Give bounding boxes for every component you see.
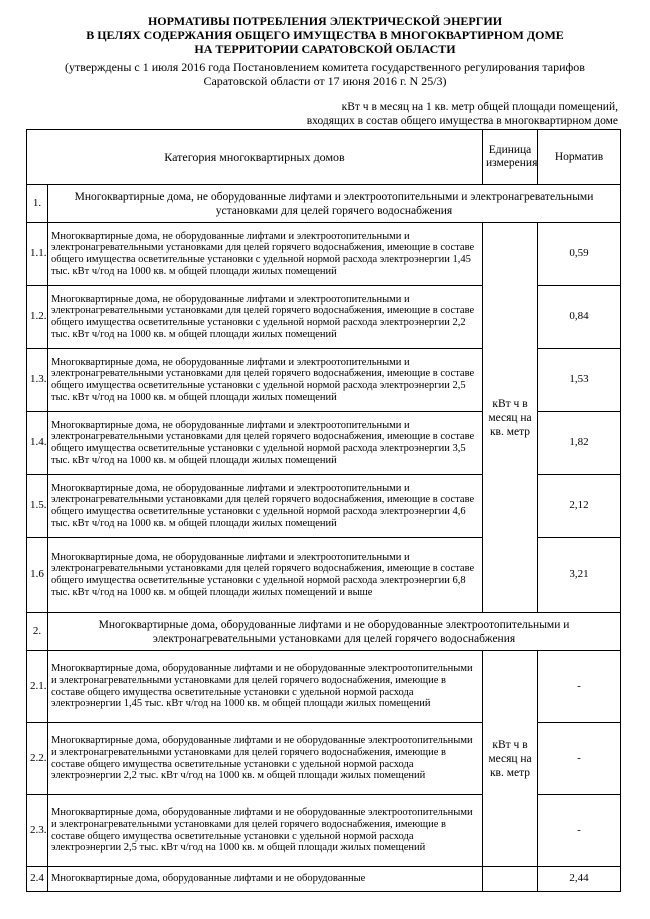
row-value: 0,59 xyxy=(538,223,621,286)
row-value: 3,21 xyxy=(538,538,621,613)
row-description: Многоквартирные дома, оборудованные лифтами и не оборудованные электроотопительными и электронагревательными установками для целей горячего водоснабжения, имеющие в составе общего имущества осветительные установки с удельной нормой расхода электроэнергии 2,2 тыс. кВт ч/год на 1000 кв. м общей площади жилых помещений xyxy=(48,723,483,795)
row-number: 1.5. xyxy=(27,475,48,538)
row-description: Многоквартирные дома, не оборудованные лифтами и электроотопительными и электронагревательными установками для целей горячего водоснабжения, имеющие в составе общего имущества осветительные установки с удельной нормой расхода электроэнергии 1,45 тыс. кВт ч/год на 1000 кв. м общей площади жилых помещений xyxy=(48,223,483,286)
column-header-unit: Единица измерения xyxy=(483,130,538,185)
row-number: 2.2. xyxy=(27,723,48,795)
document-title xyxy=(0,14,650,56)
title-line: В ЦЕЛЯХ СОДЕРЖАНИЯ ОБЩЕГО ИМУЩЕСТВА В МНОГОКВАРТИРНОМ ДОМЕ xyxy=(86,28,564,42)
section-number: 1. xyxy=(27,185,48,223)
table-header-row xyxy=(27,130,621,185)
row-number: 1.3. xyxy=(27,349,48,412)
table-row xyxy=(27,867,621,892)
section-row xyxy=(27,613,621,651)
row-unit-empty xyxy=(483,867,538,892)
table-row xyxy=(27,223,621,286)
section-row xyxy=(27,185,621,223)
row-number: 1.2. xyxy=(27,286,48,349)
section-number: 2. xyxy=(27,613,48,651)
row-number: 2.3. xyxy=(27,795,48,867)
column-header-norm: Норматив xyxy=(538,130,621,185)
row-value: 1,53 xyxy=(538,349,621,412)
row-description: Многоквартирные дома, не оборудованные лифтами и электроотопительными и электронагревательными установками для целей горячего водоснабжения, имеющие в составе общего имущества осветительные установки с удельной нормой расхода электроэнергии 2,2 тыс. кВт ч/год на 1000 кв. м общей площади жилых помещений xyxy=(48,286,483,349)
row-value: 2,12 xyxy=(538,475,621,538)
row-number: 1.1. xyxy=(27,223,48,286)
title-line: НОРМАТИВЫ ПОТРЕБЛЕНИЯ ЭЛЕКТРИЧЕСКОЙ ЭНЕРГИИ xyxy=(147,14,503,28)
section-title: Многоквартирные дома, оборудованные лифтами и не оборудованные электроотопительными и электронагревательными установками для целей горячего водоснабжения xyxy=(48,613,621,651)
row-value: - xyxy=(538,723,621,795)
norms-table xyxy=(26,129,621,892)
units-line: кВт ч в месяц на 1 кв. метр общей площади помещений, xyxy=(341,101,618,113)
row-description: Многоквартирные дома, оборудованные лифтами и не оборудованные электроотопительными и электронагревательными установками для целей горячего водоснабжения, имеющие в составе общего имущества осветительные установки с удельной нормой расхода электроэнергии 2,5 тыс. кВт ч/год на 1000 кв. м общей площади жилых помещений xyxy=(48,795,483,867)
approval-line: Саратовской области от 17 июня 2016 г. N 25/3) xyxy=(203,74,447,88)
section-title: Многоквартирные дома, не оборудованные лифтами и электроотопительными и электронагревательными установками для целей горячего водоснабжения xyxy=(48,185,621,223)
units-note xyxy=(288,100,618,128)
row-value: - xyxy=(538,651,621,723)
row-number: 1.4. xyxy=(27,412,48,475)
row-description: Многоквартирные дома, не оборудованные лифтами и электроотопительными и электронагревательными установками для целей горячего водоснабжения, имеющие в составе общего имущества осветительные установки с удельной нормой расхода электроэнергии 6,8 тыс. кВт ч/год на 1000 кв. м общей площади жилых помещений и выше xyxy=(48,538,483,613)
row-value: 2,44 xyxy=(538,867,621,892)
row-number: 1.6 xyxy=(27,538,48,613)
approval-note xyxy=(0,60,650,88)
approval-line: (утверждены с 1 июля 2016 года Постановлением комитета государственного регулирования тарифов xyxy=(65,60,585,74)
row-unit: кВт ч в месяц на кв. метр xyxy=(483,651,538,867)
table-row xyxy=(27,651,621,723)
row-description: Многоквартирные дома, оборудованные лифтами и не оборудованные xyxy=(48,867,483,892)
row-value: 0,84 xyxy=(538,286,621,349)
row-description: Многоквартирные дома, не оборудованные лифтами и электроотопительными и электронагревательными установками для целей горячего водоснабжения, имеющие в составе общего имущества осветительные установки с удельной нормой расхода электроэнергии 3,5 тыс. кВт ч/год на 1000 кв. м общей площади жилых помещений xyxy=(48,412,483,475)
row-number: 2.1. xyxy=(27,651,48,723)
column-header-category: Категория многоквартирных домов xyxy=(27,130,483,185)
units-line: входящих в состав общего имущества в многоквартирном доме xyxy=(306,115,618,127)
row-description: Многоквартирные дома, оборудованные лифтами и не оборудованные электроотопительными и электронагревательными установками для целей горячего водоснабжения, имеющие в составе общего имущества осветительные установки с удельной нормой расхода электроэнергии 1,45 тыс. кВт ч/год на 1000 кв. м общей площади жилых помещений xyxy=(48,651,483,723)
row-value: - xyxy=(538,795,621,867)
title-line: НА ТЕРРИТОРИИ САРАТОВСКОЙ ОБЛАСТИ xyxy=(194,42,456,56)
row-value: 1,82 xyxy=(538,412,621,475)
row-description: Многоквартирные дома, не оборудованные лифтами и электроотопительными и электронагревательными установками для целей горячего водоснабжения, имеющие в составе общего имущества осветительные установки с удельной нормой расхода электроэнергии 4,6 тыс. кВт ч/год на 1000 кв. м общей площади жилых помещений xyxy=(48,475,483,538)
row-number: 2.4 xyxy=(27,867,48,892)
row-description: Многоквартирные дома, не оборудованные лифтами и электроотопительными и электронагревательными установками для целей горячего водоснабжения, имеющие в составе общего имущества осветительные установки с удельной нормой расхода электроэнергии 2,5 тыс. кВт ч/год на 1000 кв. м общей площади жилых помещений xyxy=(48,349,483,412)
row-unit: кВт ч в месяц на кв. метр xyxy=(483,223,538,613)
